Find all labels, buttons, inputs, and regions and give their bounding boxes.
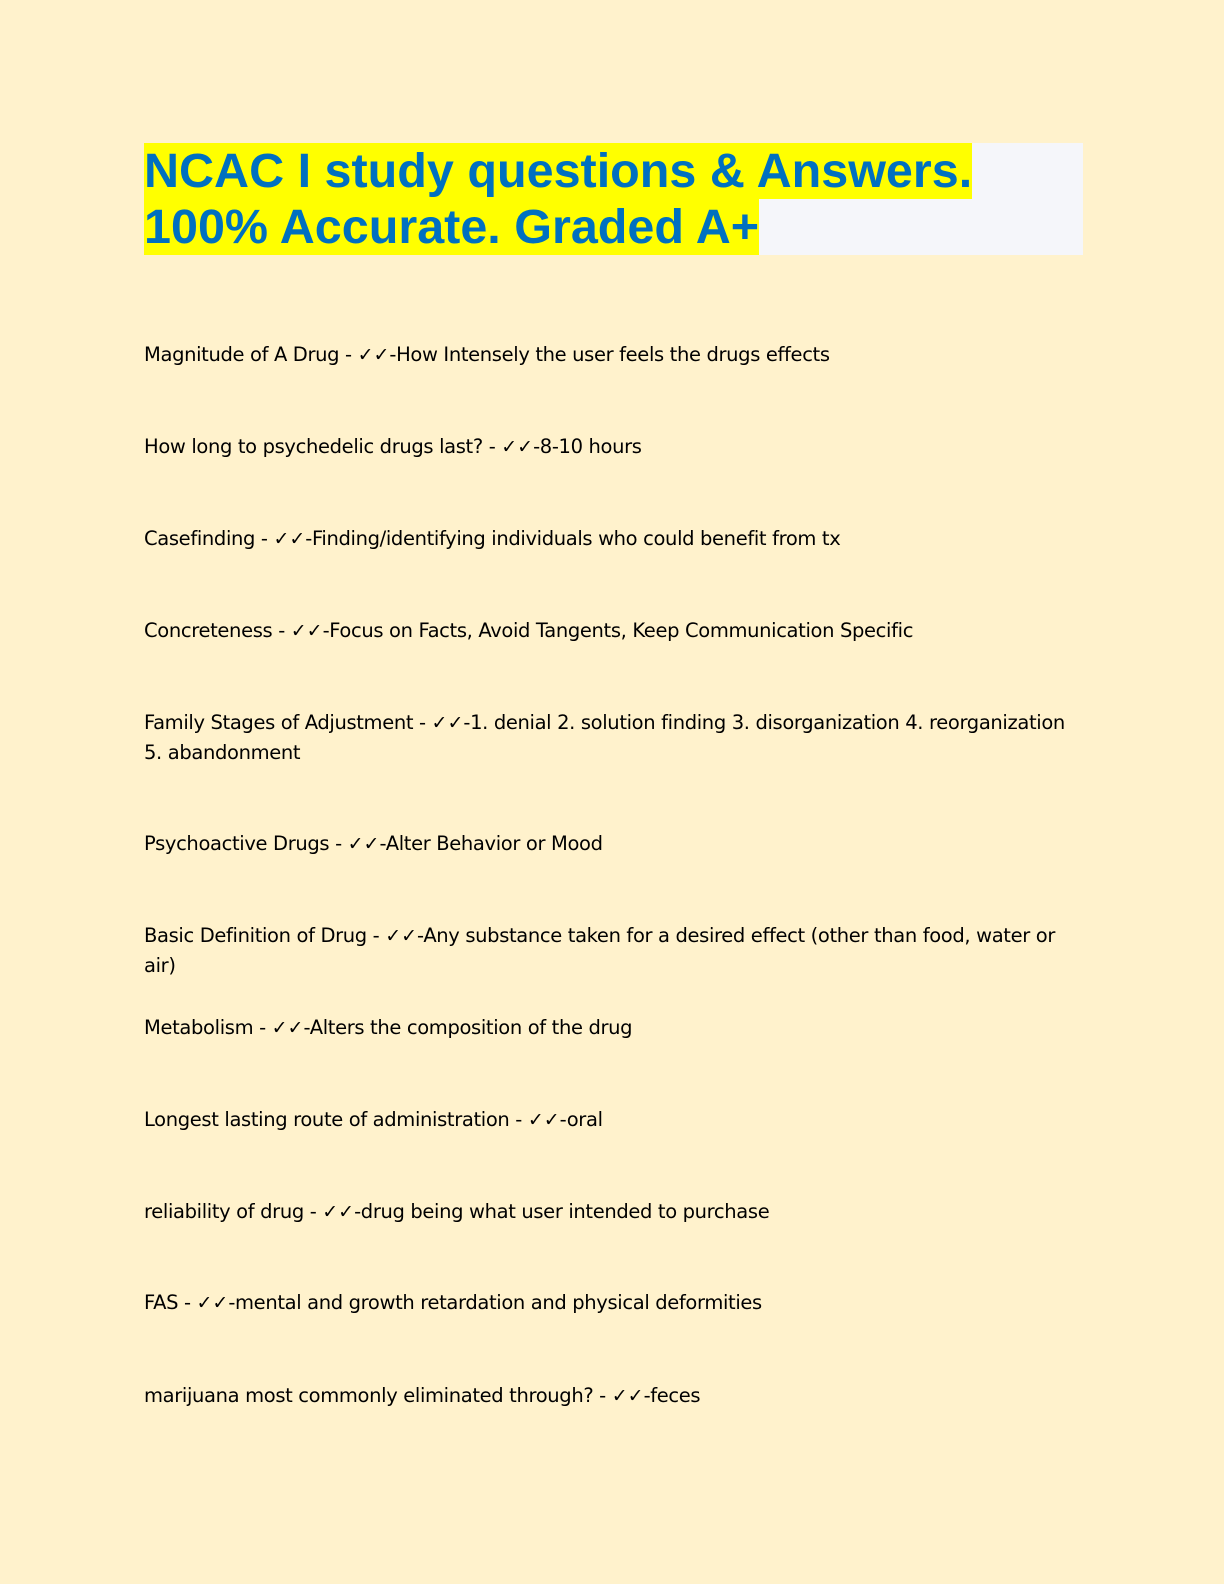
qa-answer: mental and growth retardation and physical deformities — [235, 1291, 762, 1314]
qa-question: How long to psychedelic drugs last? — [144, 435, 483, 458]
qa-answer-prefix: - — [559, 1108, 567, 1131]
qa-question: Family Stages of Adjustment — [144, 711, 414, 734]
qa-answer-prefix: - — [303, 1016, 310, 1039]
qa-answer: drug being what user intended to purchase — [360, 1200, 770, 1223]
qa-item — [144, 1197, 1084, 1227]
double-check-icon: ✓✓ — [431, 712, 464, 734]
double-check-icon: ✓✓ — [501, 436, 534, 458]
qa-item — [144, 340, 1084, 370]
qa-answer-prefix: - — [305, 527, 312, 550]
double-check-icon: ✓✓ — [196, 1292, 229, 1314]
double-check-icon: ✓✓ — [527, 1109, 560, 1131]
qa-question: Metabolism — [144, 1016, 254, 1039]
title-block — [144, 143, 1083, 255]
qa-answer-prefix: - — [463, 711, 471, 734]
qa-answer: oral — [566, 1108, 603, 1131]
qa-answer-prefix: - — [354, 1200, 361, 1223]
qa-item — [144, 1013, 1084, 1043]
qa-answer: Finding/identifying individuals who could benefit from tx — [311, 527, 841, 550]
qa-item — [144, 1381, 1084, 1411]
qa-question: FAS — [144, 1291, 179, 1314]
double-check-icon: ✓✓ — [322, 1201, 355, 1223]
qa-answer: 8-10 hours — [539, 435, 642, 458]
qa-answer: Alter Behavior or Mood — [385, 832, 603, 855]
qa-separator: - — [329, 832, 348, 855]
qa-question: Basic Definition of Drug — [144, 924, 367, 947]
qa-item — [144, 1105, 1084, 1135]
qa-separator: - — [178, 1291, 197, 1314]
qa-separator: - — [339, 343, 358, 366]
qa-separator: - — [482, 435, 502, 458]
qa-answer: How Intensely the user feels the drugs effects — [396, 343, 830, 366]
qa-separator: - — [366, 924, 386, 947]
qa-item — [144, 1288, 1084, 1318]
qa-item — [144, 921, 1084, 980]
qa-answer-prefix: - — [322, 619, 330, 642]
qa-separator: - — [253, 1016, 272, 1039]
qa-question: Casefinding — [144, 527, 256, 550]
qa-separator: - — [303, 1200, 323, 1223]
qa-item — [144, 616, 1084, 646]
qa-separator: - — [413, 711, 432, 734]
page-title-line-1: NCAC I study questions & Answers. — [144, 144, 973, 198]
qa-separator: - — [272, 619, 291, 642]
qa-question: Magnitude of A Drug — [144, 343, 340, 366]
double-check-icon: ✓✓ — [347, 833, 380, 855]
qa-answer-prefix: - — [643, 1384, 651, 1407]
page-title-line-2: 100% Accurate. Graded A+ — [144, 200, 760, 254]
double-check-icon: ✓✓ — [385, 925, 418, 947]
qa-question: marijuana most commonly eliminated through? — [144, 1384, 594, 1407]
qa-answer-prefix: - — [228, 1291, 236, 1314]
qa-answer: Focus on Facts, Avoid Tangents, Keep Communication Specific — [329, 619, 914, 642]
qa-separator: - — [255, 527, 274, 550]
qa-separator: - — [593, 1384, 612, 1407]
qa-item — [144, 829, 1084, 859]
double-check-icon: ✓✓ — [357, 344, 390, 366]
qa-question: Concreteness — [144, 619, 273, 642]
qa-answer-prefix: - — [379, 832, 386, 855]
double-check-icon: ✓✓ — [271, 1017, 304, 1039]
qa-item — [144, 432, 1084, 462]
qa-question: Psychoactive Drugs — [144, 832, 330, 855]
qa-answer: Alters the composition of the drug — [309, 1016, 633, 1039]
qa-separator: - — [509, 1108, 528, 1131]
double-check-icon: ✓✓ — [273, 528, 306, 550]
double-check-icon: ✓✓ — [290, 620, 323, 642]
qa-item — [144, 708, 1084, 767]
double-check-icon: ✓✓ — [611, 1385, 644, 1407]
qa-item — [144, 524, 1084, 554]
qa-question: reliability of drug — [144, 1200, 304, 1223]
qa-answer-prefix: - — [417, 924, 424, 947]
qa-answer: Any substance taken for a desired effect (other than food, water or air) — [144, 924, 1056, 977]
qa-question: Longest lasting route of administration — [144, 1108, 510, 1131]
qa-answer: feces — [650, 1384, 701, 1407]
qa-answer-prefix: - — [533, 435, 540, 458]
qa-answer-prefix: - — [389, 343, 397, 366]
qa-answer: 1. denial 2. solution finding 3. disorganization 4. reorganization 5. abandonment — [144, 711, 1065, 764]
